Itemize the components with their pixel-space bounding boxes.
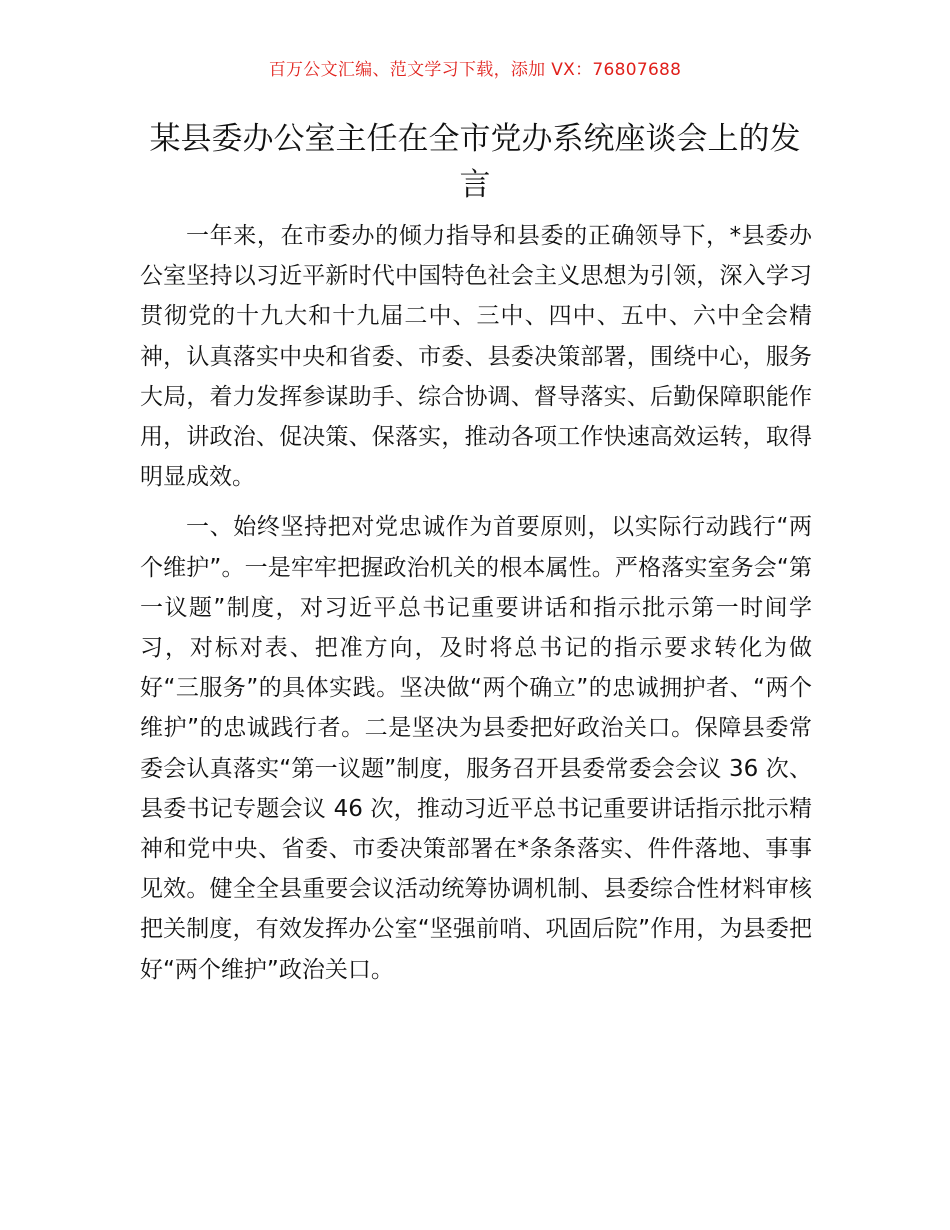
document-body — [140, 216, 812, 1000]
paragraph-intro: 一年来，在市委办的倾力指导和县委的正确领导下，*县委办公室坚持以习近平新时代中国特色社会主义思想为引领，深入学习贯彻党的十九大和十九届二中、三中、四中、五中、六中全会精神，认真落实中央和省委、市委、县委决策部署，围绕中心，服务大局，着力发挥参谋助手、综合协调、督导落实、后勤保障职能作用，讲政治、促决策、保落实，推动各项工作快速高效运转，取得明显成效。 — [140, 223, 812, 491]
paragraph-section-one: 一、始终坚持把对党忠诚作为首要原则，以实际行动践行“两个维护”。一是牢牢把握政治机关的根本属性。严格落实室务会“第一议题”制度，对习近平总书记重要讲话和指示批示第一时间学习，对标对表、把准方向，及时将总书记的指示要求转化为做好“三服务”的具体实践。坚决做“两个确立”的忠诚拥护者、“两个维护”的忠诚践行者。二是坚决为县委把好政治关口。保障县委常委会认真落实“第一议题”制度，服务召开县委常委会会议 36 次、县委书记专题会议 46 次，推动习近平总书记重要讲话指示批示精神和党中央、省委、市委决策部署在*条条落实、件件落地、事事见效。健全全县重要会议活动统筹协调机制、县委综合性材料审核把关制度，有效发挥办公室“坚强前哨、巩固后院”作用，为县委把好“两个维护”政治关口。 — [140, 514, 812, 983]
header-watermark-note: 百万公文汇编、范文学习下载，添加 VX：76807688 — [268, 60, 682, 80]
document-title: 某县委办公室主任在全市党办系统座谈会上的发言 — [149, 121, 801, 203]
